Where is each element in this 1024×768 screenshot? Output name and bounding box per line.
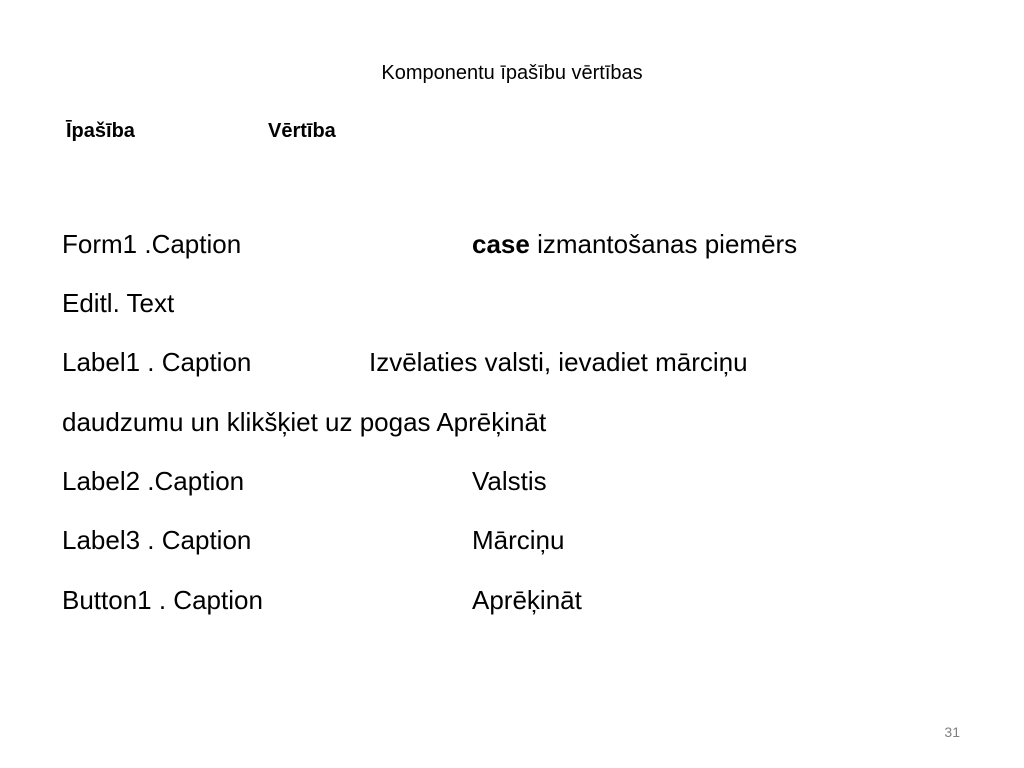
page-number: 31: [944, 724, 960, 740]
slide-title: Komponentu īpašību vērtības: [381, 62, 643, 84]
row-button1-caption: [62, 585, 582, 616]
row-value: Izvēlaties valsti, ievadiet mārciņu: [369, 347, 748, 377]
row-form1-caption: [62, 229, 798, 260]
row-value: Aprēķināt: [472, 585, 582, 615]
row-label2-caption: [62, 466, 547, 497]
row-value: [472, 229, 797, 260]
row-value-bold: case: [472, 229, 530, 259]
row-property: Button1 . Caption: [62, 585, 263, 615]
row-label1-continuation: [62, 407, 546, 438]
header-property: Īpašība: [66, 120, 135, 142]
row-text: daudzumu un klikšķiet uz pogas Aprēķināt: [62, 407, 547, 437]
header-value: Vērtība: [268, 120, 336, 142]
row-value: Mārciņu: [472, 525, 565, 555]
row-value-rest: izmantošanas piemērs: [529, 229, 798, 259]
row-property: Label1 . Caption: [62, 347, 252, 377]
row-property: Label3 . Caption: [62, 525, 252, 555]
row-label3-caption: [62, 525, 565, 556]
row-property: Editl. Text: [62, 288, 175, 318]
row-label1-caption: [62, 347, 748, 378]
row-property: Label2 .Caption: [62, 466, 245, 496]
row-edit1-text: [62, 288, 174, 319]
row-value: Valstis: [472, 466, 547, 496]
row-property: Form1 .Caption: [62, 229, 242, 259]
